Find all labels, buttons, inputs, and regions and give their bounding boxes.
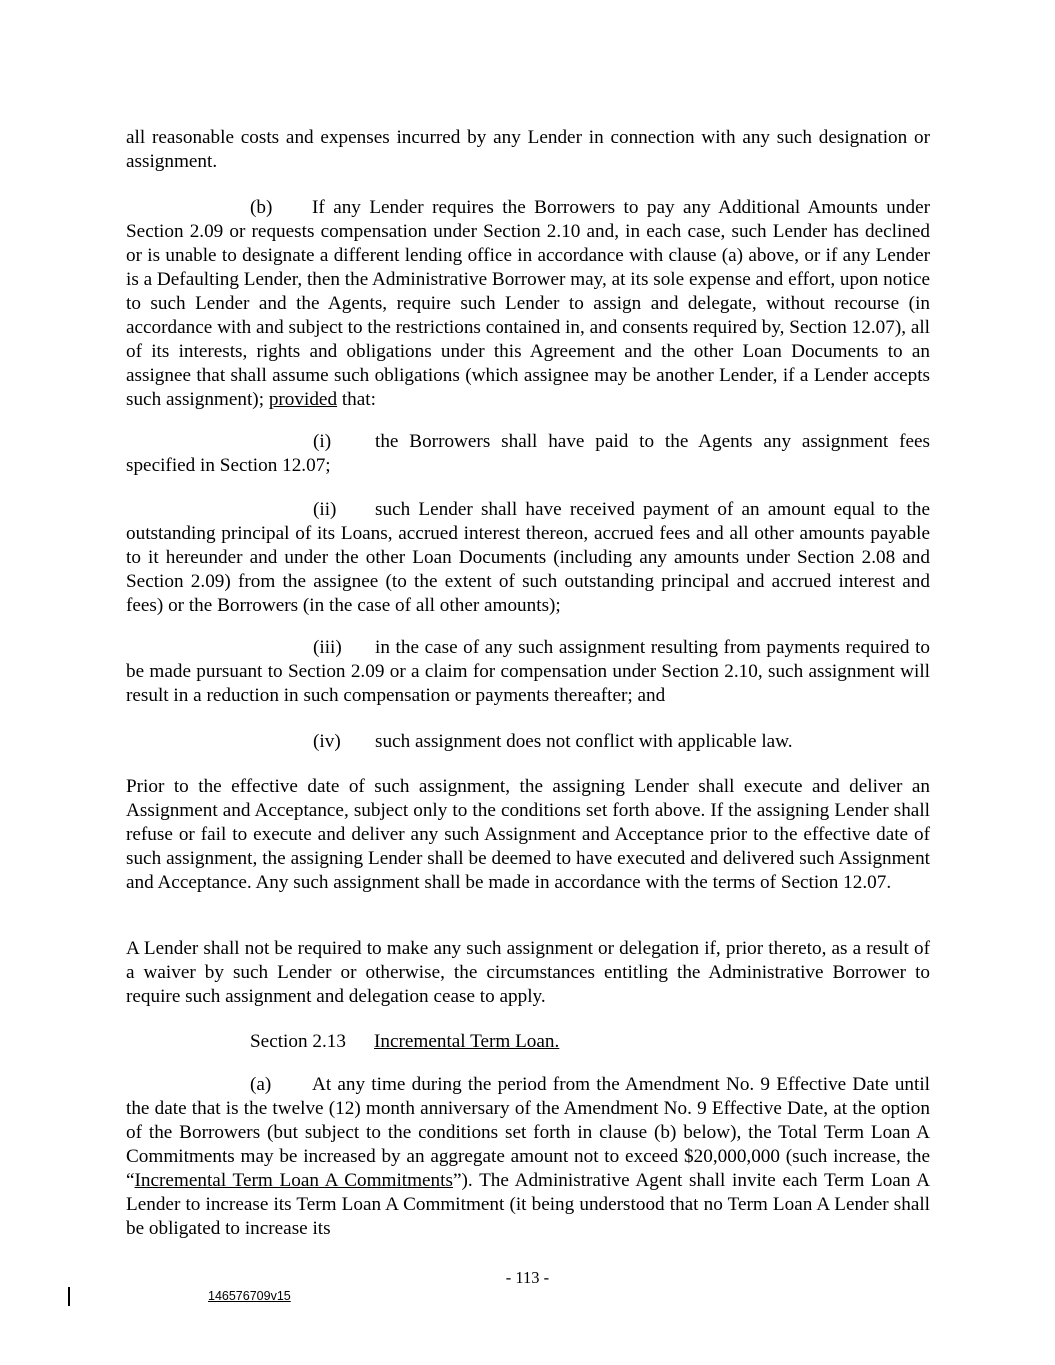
item-i-marker: (i) [313, 431, 332, 452]
item-ii-marker: (ii) [313, 499, 337, 520]
paragraph-b-marker: (b) [250, 197, 273, 218]
item-ii-text: such Lender shall have received payment of an amount equal to the outstanding principal of its Loans, accrued interest thereon, accrued fees and all other amounts payable to it hereunder and under the other Loan Documents (including any amounts under Section 2.08 and Section 2.09) from the assignee (to the extent of such outstanding principal and accrued interest and fees) or the Borrowers (in the case of all other amounts); [126, 499, 930, 616]
paragraph-a-text-end: ”). The Administrative Agent shall invite each Term Loan A Lender to increase its Term Loan A Commitment (it being understood that no Term Loan A Lender shall be obligated to increase its [126, 1170, 930, 1239]
section-title: Incremental Term Loan. [374, 1031, 560, 1052]
page-number: - 113 - [505, 1268, 550, 1287]
paragraph-a-lender: A Lender shall not be required to make any such assignment or delegation if, prior thereto, as a result of a waiver by such Lender or otherwise, the circumstances entitling the Administrative Borrower to require such assignment and delegation cease to apply. [126, 938, 930, 1007]
item-iv-text: such assignment does not conflict with applicable law. [375, 731, 793, 752]
document-id: 146576709v15 [208, 1289, 291, 1303]
item-iv [126, 730, 930, 754]
paragraph-a-marker: (a) [250, 1074, 272, 1095]
paragraph-prior: Prior to the effective date of such assignment, the assigning Lender shall execute and deliver an Assignment and Acceptance, subject only to the conditions set forth above. If the assigning Lender shall refuse or fail to execute and deliver any such Assignment and Acceptance prior to the effective date of such assignment, the assigning Lender shall be deemed to have executed and delivered such Assignment and Acceptance. Any such assignment shall be made in accordance with the terms of Section 12.07. [126, 776, 930, 893]
provided-term: provided [268, 389, 338, 410]
paragraph-a-text: At any time during the period from the Amendment No. 9 Effective Date until the date that is the twelve (12) month anniversary of the Amendment No. 9 Effective Date, at the option of the Borrowers (but subject to the conditions set forth in clause (b) below), the Total Term Loan A Commitments may be increased by an aggregate amount not to exceed $20,000,000 (such increase, the “ [126, 1074, 930, 1191]
section-number: Section 2.13 [250, 1031, 346, 1052]
item-iv-marker: (iv) [313, 731, 341, 752]
incremental-term-defined: Incremental Term Loan A Commitments [134, 1170, 453, 1191]
paragraph-b [126, 196, 930, 412]
item-i-text: the Borrowers shall have paid to the Agents any assignment fees specified in Section 12.07; [126, 431, 930, 476]
paragraph-a [126, 1073, 930, 1241]
item-iii [126, 636, 930, 708]
item-iii-text: in the case of any such assignment resulting from payments required to be made pursuant to Section 2.09 or a claim for compensation under Section 2.10, such assignment will result in a reduction in such compensation or payments thereafter; and [126, 637, 930, 706]
item-ii [126, 498, 930, 618]
change-bar [68, 1287, 70, 1306]
paragraph-b-text: If any Lender requires the Borrowers to pay any Additional Amounts under Section 2.09 or requests compensation under Section 2.10 and, in each case, such Lender has declined or is unable to designate a different lending office in accordance with clause (a) above, or if any Lender is a Defaulting Lender, then the Administrative Borrower may, at its sole expense and effort, upon notice to such Lender and the Agents, require such Lender to assign and delegate, without recourse (in accordance with and subject to the restrictions contained in, and consents required by, Section 12.07), all of its interests, rights and obligations under this Agreement and the other Loan Documents to an assignee that shall assume such obligations (which assignee may be another Lender, if a Lender accepts such assignment); [126, 197, 930, 410]
continuation-paragraph: all reasonable costs and expenses incurred by any Lender in connection with any such designation or assignment. [126, 127, 930, 172]
paragraph-b-text-end: that: [337, 389, 376, 410]
item-i [126, 430, 930, 478]
item-iii-marker: (iii) [313, 637, 342, 658]
section-heading [126, 1030, 930, 1054]
